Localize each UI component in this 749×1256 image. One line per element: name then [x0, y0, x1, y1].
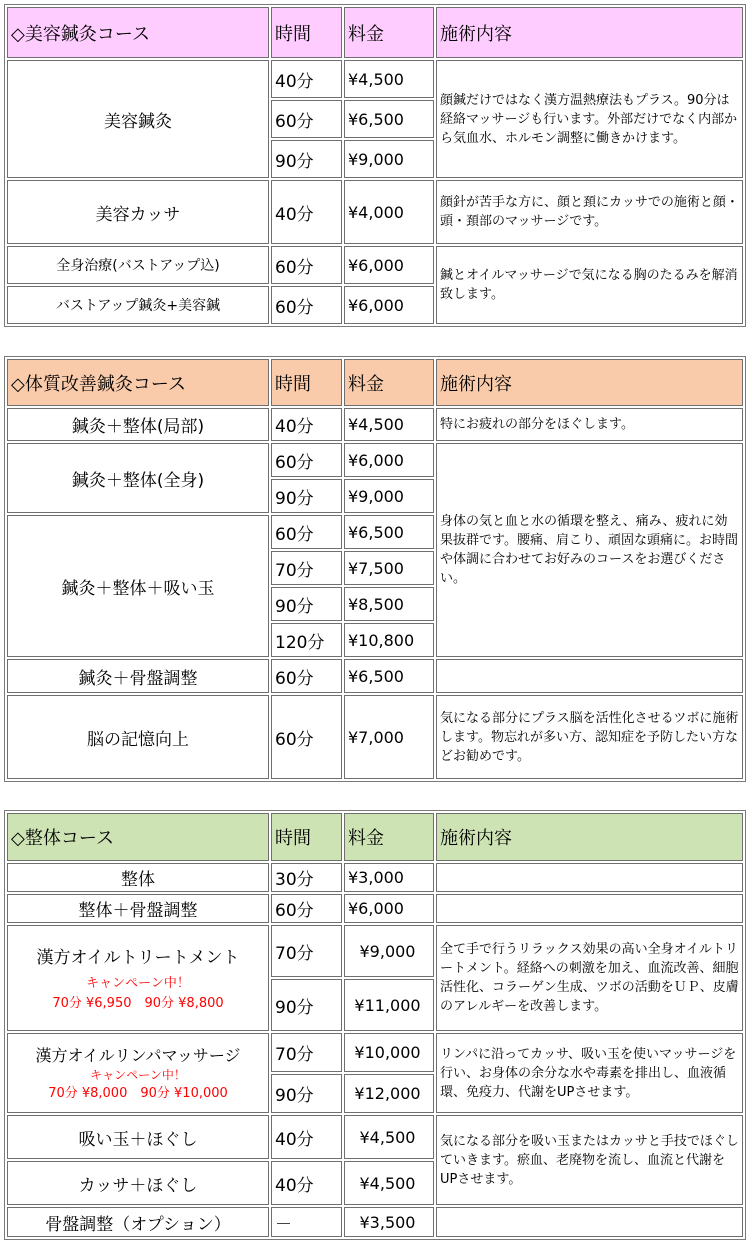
- table-row: [7, 863, 743, 892]
- constitution-course-table: [4, 356, 746, 782]
- course-name: 脳の記憶向上: [7, 695, 269, 779]
- course-time: 120分: [271, 623, 342, 657]
- course-name: 漢方オイルリンパマッサージ: [35, 1045, 241, 1065]
- course-time: 60分: [271, 659, 342, 693]
- course-name: 整体＋骨盤調整: [7, 894, 269, 923]
- course-price: ¥10,000: [344, 1033, 434, 1072]
- course-name: カッサ＋ほぐし: [7, 1161, 269, 1205]
- course-price: ¥9,000: [344, 925, 434, 977]
- course-description: 気になる部分を吸い玉またはカッサと手技でほぐしていきます。瘀血、老廃物を流し、血流と代謝をUPさせます。: [436, 1115, 743, 1205]
- course-name: 美容カッサ: [7, 180, 269, 244]
- course-name: バストアップ鍼灸+美容鍼: [7, 286, 269, 324]
- course-description: [436, 659, 743, 693]
- beauty-col-price: 料金: [344, 7, 434, 58]
- course-description: 顔針が苦手な方に、顔と頚にカッサでの施術と顔・頭・頚部のマッサージです。: [436, 180, 743, 244]
- course-description: 特にお疲れの部分をほぐします。: [436, 408, 743, 441]
- course-name: 整体: [7, 863, 269, 892]
- table-row: [7, 695, 743, 779]
- course-time: 90分: [271, 479, 342, 513]
- course-price: ¥6,500: [344, 515, 434, 549]
- course-price: ¥4,500: [344, 60, 434, 98]
- table-row: [7, 180, 743, 244]
- constitution-col-time: 時間: [271, 359, 342, 406]
- course-time: 60分: [271, 695, 342, 779]
- beauty-title: ◇美容鍼灸コース: [7, 7, 269, 58]
- course-name: 漢方オイルトリートメント: [36, 947, 240, 968]
- table-row: [7, 925, 743, 977]
- course-time: 60分: [271, 286, 342, 324]
- course-time: 90分: [271, 140, 342, 178]
- course-description: [436, 894, 743, 923]
- course-price: ¥4,500: [344, 1115, 434, 1159]
- course-price: ¥6,500: [344, 659, 434, 693]
- campaign-label: キャンペーン中！: [86, 975, 190, 991]
- seitai-col-content: 施術内容: [436, 813, 743, 861]
- course-time: 70分: [271, 925, 342, 977]
- course-name: 吸い玉＋ほぐし: [7, 1115, 269, 1159]
- course-name-cell: [7, 925, 269, 1031]
- course-time: 40分: [271, 180, 342, 244]
- constitution-title: ◇体質改善鍼灸コース: [7, 359, 269, 406]
- course-price: ¥8,500: [344, 587, 434, 621]
- table-row: [7, 246, 743, 284]
- course-time: 90分: [271, 979, 342, 1031]
- course-time: 70分: [271, 551, 342, 585]
- seitai-course-table: [4, 810, 746, 1240]
- course-name: 鍼灸＋整体(局部): [7, 408, 269, 441]
- table-row: [7, 1207, 743, 1237]
- beauty-col-content: 施術内容: [436, 7, 743, 58]
- course-time: 40分: [271, 408, 342, 441]
- course-price: ¥3,500: [344, 1207, 434, 1237]
- course-time: 40分: [271, 60, 342, 98]
- course-time: 60分: [271, 443, 342, 477]
- course-name: 美容鍼灸: [7, 60, 269, 178]
- course-price: ¥9,000: [344, 140, 434, 178]
- course-time: 60分: [271, 515, 342, 549]
- course-description: 全て手で行うリラックス効果の高い全身オイルトリートメント。経絡への刺激を加え、血流改善、細胞活性化、コラーゲン生成、ツボの活動をＵＰ、皮膚のアレルギーを改善します。: [436, 925, 743, 1031]
- table-row: [7, 408, 743, 441]
- course-time: 60分: [271, 246, 342, 284]
- course-description: [436, 863, 743, 892]
- table-row: [7, 659, 743, 693]
- course-price: ¥6,500: [344, 100, 434, 138]
- course-description: [436, 1207, 743, 1237]
- beauty-header-row: [7, 7, 743, 58]
- course-description: 身体の気と血と水の循環を整え、痛み、疲れに効果抜群です。腰痛、肩こり、頑固な頭痛に。お時間や体調に合わせてお好みのコースをお選びください。: [436, 443, 743, 657]
- course-description: 気になる部分にプラス脳を活性化させるツボに施術します。物忘れが多い方、認知症を予防したい方などお勧めです。: [436, 695, 743, 779]
- course-name: 鍼灸＋骨盤調整: [7, 659, 269, 693]
- constitution-col-price: 料金: [344, 359, 434, 406]
- course-price: ¥4,500: [344, 408, 434, 441]
- table-row: [7, 1033, 743, 1072]
- seitai-header-row: [7, 813, 743, 861]
- constitution-header-row: [7, 359, 743, 406]
- course-price: ¥6,000: [344, 246, 434, 284]
- course-name-cell: [7, 1033, 269, 1113]
- course-price: ¥9,000: [344, 479, 434, 513]
- beauty-course-table: [4, 4, 746, 327]
- course-description: 鍼とオイルマッサージで気になる胸のたるみを解消致します。: [436, 246, 743, 324]
- course-time: 90分: [271, 1074, 342, 1113]
- course-time: 60分: [271, 100, 342, 138]
- course-name: 鍼灸＋整体(全身): [7, 443, 269, 513]
- table-row: [7, 443, 743, 477]
- course-time: 60分: [271, 894, 342, 923]
- course-description: 顔鍼だけではなく漢方温熱療法もプラス。90分は経絡マッサージも行います。外部だけでなく内部から気血水、ホルモン調整に働きかけます。: [436, 60, 743, 178]
- course-time: 40分: [271, 1161, 342, 1205]
- course-time: 30分: [271, 863, 342, 892]
- course-price: ¥6,000: [344, 443, 434, 477]
- course-price: ¥3,000: [344, 863, 434, 892]
- campaign-prices: 70分 ¥6,950 90分 ¥8,800: [52, 995, 224, 1011]
- course-price: ¥4,000: [344, 180, 434, 244]
- course-price: ¥6,000: [344, 286, 434, 324]
- course-price: ¥4,500: [344, 1161, 434, 1205]
- course-price: ¥12,000: [344, 1074, 434, 1113]
- campaign-prices: 70分 ¥8,000 90分 ¥10,000: [48, 1085, 228, 1101]
- course-name: 鍼灸＋整体＋吸い玉: [7, 515, 269, 657]
- course-time: 40分: [271, 1115, 342, 1159]
- course-description: リンパに沿ってカッサ、吸い玉を使いマッサージを行い、お身体の余分な水や毒素を排出し、血液循環、免疫力、代謝をUPさせます。: [436, 1033, 743, 1113]
- course-time: 70分: [271, 1033, 342, 1072]
- course-time: －: [271, 1207, 342, 1237]
- course-name: 全身治療(バストアップ込): [7, 246, 269, 284]
- course-price: ¥7,000: [344, 695, 434, 779]
- campaign-label: キャンペーン中！: [90, 1067, 186, 1082]
- seitai-col-price: 料金: [344, 813, 434, 861]
- course-name: 骨盤調整（オプション）: [7, 1207, 269, 1237]
- seitai-col-time: 時間: [271, 813, 342, 861]
- course-price: ¥7,500: [344, 551, 434, 585]
- course-price: ¥11,000: [344, 979, 434, 1031]
- table-row: [7, 60, 743, 98]
- course-price: ¥10,800: [344, 623, 434, 657]
- constitution-col-content: 施術内容: [436, 359, 743, 406]
- course-price: ¥6,000: [344, 894, 434, 923]
- table-row: [7, 1115, 743, 1159]
- table-row: [7, 894, 743, 923]
- course-time: 90分: [271, 587, 342, 621]
- seitai-title: ◇整体コース: [7, 813, 269, 861]
- beauty-col-time: 時間: [271, 7, 342, 58]
